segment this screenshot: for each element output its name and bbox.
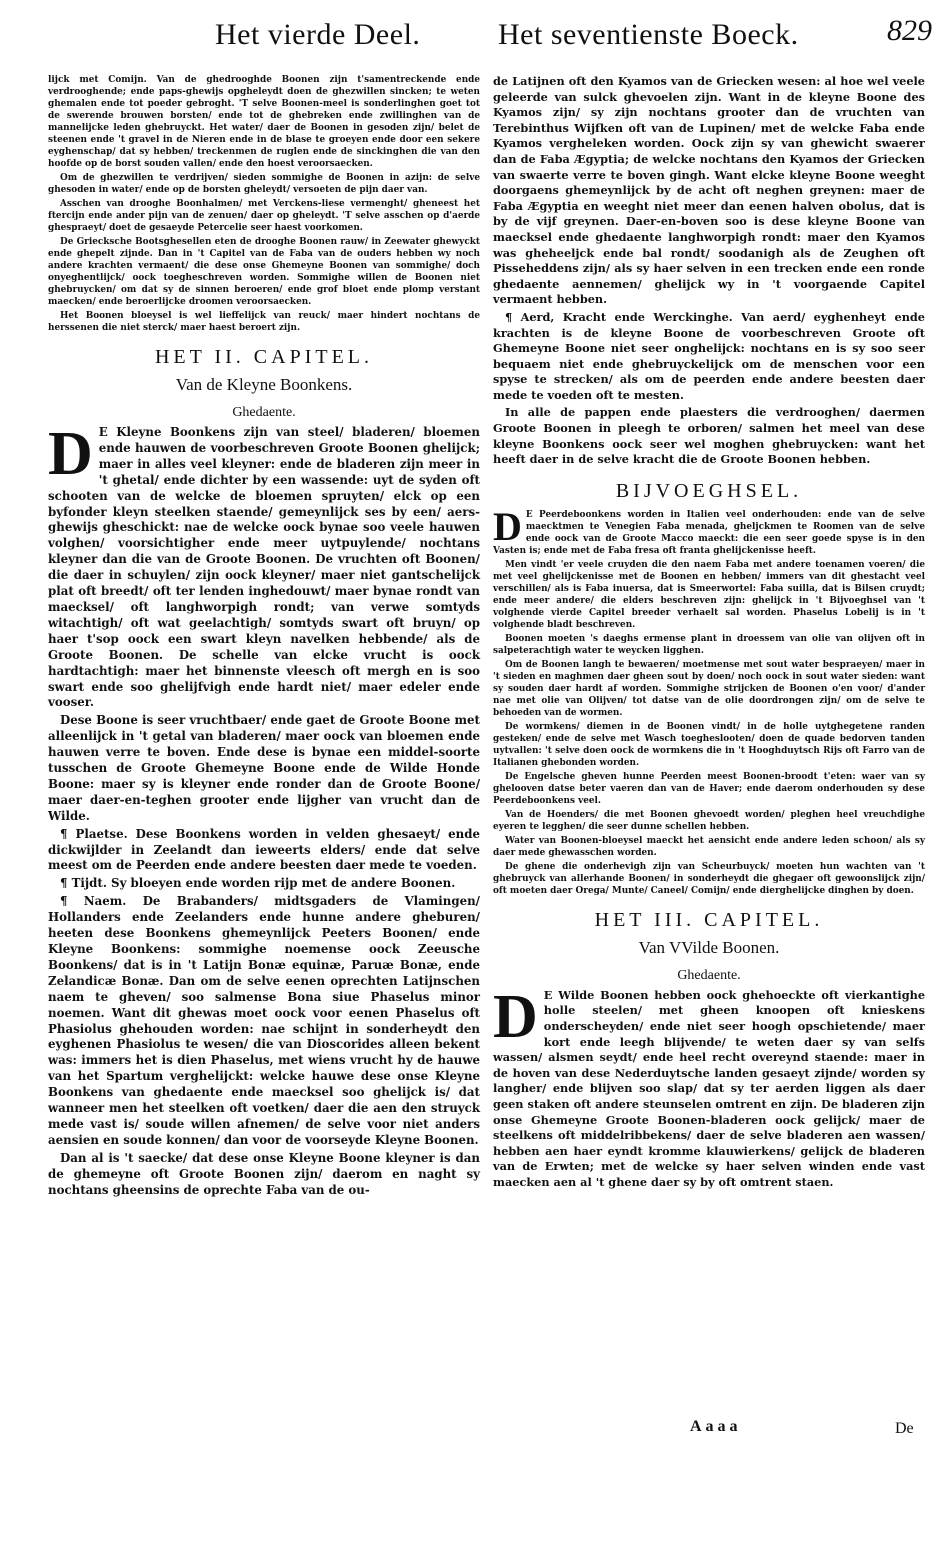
bijvoeghsel-paragraph-7: Van de Hoenders/ die met Boonen ghevoedt worden/ pleghen heel vreuchdighe eyeren te legghen/ die seer dunne schellen hebben. (493, 809, 925, 832)
catchword: De (895, 1420, 914, 1437)
wilde-boonen-text: E Wilde Boonen hebben oock ghehoeckte oft vierkantighe holle steelen/ met gheen knoopen oft knieskens onderscheyden/ ende niet seer hoogh opschietende/ maer kort ende leegh blijvende/ te weten daer sy van selfs wassen/ alsmen seydt/ ende heel recht overeynd staende: maer in de hoven van dese Nederduytsche landen gesaeyt zijnde/ worden sy langher/ ende blijven soo slap/ dat sy ter aerden liggen als daer geen staken oft andere steunselen omtrent en zijn. De bladeren zijn onse Ghemeyne Groote Boonen-bladeren oock gelijck/ maer de steelkens oft middelribbekens/ daer de selve bladeren aen wassen/ hebben aen haer eyndt kromme klauwierkens/ gelijck de bladeren van de Erwten; met de welcke sy haer selven winden ende vast maecken aen al 't ghene daer sy by oft omtrent staen. (493, 987, 925, 1189)
intro-paragraph-3: Asschen van drooghe Boonhalmen/ met Verckens-liese vermenght/ gheneest het ftercijn ende ander pijn van de zenuen/ daer op gheleydt. 'T selve asschen op d'aerde ghespraeyt/ doet de gesaeyde Petercelie seer haest voorkomen. (48, 199, 480, 233)
pappen-paragraph: In alle de pappen ende plaesters die verdrooghen/ daermen Groote Boonen in pleegh te orboren/ salmen het meel van dese kleyne Boonkens oock seer wel moghen ghebruycken: want het heeft daer in de selve kracht die de Groote Boonen hebben. (493, 405, 925, 467)
bijvoeghsel-paragraph-1 (493, 503, 925, 557)
bijvoeghsel-paragraph-6: De Engelsche gheven hunne Peerden meest Boonen-broodt t'eten: waer van sy ghelooven datse beter vaeren dan van de Haver; ende daerom onderhouden sy dese Peerdeboonkens veel. (493, 771, 925, 806)
intro-paragraph-5: Het Boonen bloeysel is wel lieffelijck van reuck/ maer hindert nochtans de herssenen die niet sterck/ maer haest beroert zijn. (48, 311, 480, 333)
chapter-3-title: HET III. CAPITEL. (594, 908, 824, 931)
wilde-boonen-paragraph (493, 982, 925, 1191)
bijvoeghsel-text-1: E Peerdeboonkens worden in Italien veel onderhouden: ende van de selve maecktmen te Venegien Faba menada, gheljckmen te Roomen van de selve ende oock van de Groote Macco maeckt: die een seer goede spyse is in den Vasten is; ende met de Faba fresa oft franta ghelijckenisse heeft. (493, 509, 925, 556)
running-head-left: Het vierde Deel. (215, 18, 421, 51)
bijvoeghsel-paragraph-8: Water van Boonen-bloeysel maeckt het aensicht ende andere leden schoon/ als sy daer mede ghewasschen worden. (493, 835, 925, 858)
ghedaente-heading-left: Ghedaente. (232, 405, 296, 420)
intro-section (48, 74, 480, 334)
bijvoeghsel-paragraph-4: Om de Boonen langh te bewaeren/ moetmense met sout water bespraeyen/ maer in 't sieden en maghmen daer gheen sout by doen/ noch oock in sout water sieden: want sy souden daer hardt af worden. Sommighe strijcken de Boonen o'en voor/ d'ander nae met olie van Olijven/ tot datse van de olie doordrongen zijn/ om de selve te behoeden van de wormen. (493, 659, 925, 718)
bijvoeghsel-drop-cap: D (493, 503, 522, 549)
chapter-2-subtitle: Van de Kleyne Boonkens. (175, 375, 353, 394)
aerd-paragraph: ¶ Aerd, Kracht ende Werckinghe. Van aerd/ eyghenheyt ende krachten is de kleyne Boone de voorbeschreven Groote oft Ghemeyne Boone niet seer onghelijck: nochtans en is sy soo seer bequaem niet ende ghebruyckelijck om de menschen voor een spyse te strecken/ als om de peerden ende andere beesten daer mede te voeden oft te mesten. (493, 309, 925, 402)
intro-paragraph-2: Om de ghezwillen te verdrijven/ sieden sommighe de Boonen in azijn: de selve ghesoden in water/ ende op de borsten gheleydt/ versoeten de pijn daer van. (48, 173, 480, 195)
tijdt-paragraph: ¶ Tijdt. Sy bloeyen ende worden rijp met de andere Boonen. (60, 876, 456, 891)
intro-paragraph-1: lijck met Comijn. Van de ghedrooghde Boonen zijn t'samentreckende ende verdrooghende; ende paps-ghewijs opgheleydt doen de ghezwillen sincken; te weten ghemalen ende tot poeder gebroght. 'T selve Boonen-meel is sonderlinghen goet tot de swerende brouwen borsten/ ende tot de ghebreken ende zwillinghen van de mannelijcke leden ghebruyckt. Het water/ daer de Boonen in gesoden zijn/ belet de steenen ende 't gravel in de Nieren ende in de blase te groeyen ende door een sekere eyghenschap/ dat sy hebben/ treckenmen de ruglen ende de sinckinghen die van den hoofde op de borst souden vallen/ ende den hoest veroorsaecken. (48, 75, 480, 169)
ghedaente-text-left: E Kleyne Boonkens zijn van steel/ bladeren/ bloemen ende hauwen de voorbeschreven Groote Boonen ghelijck; maer in alles veel kleyner: ende de bladeren zijn meer in 't ghetal/ ende dichter by een wassende: uyt de syden oft schooten van de welcke de bloemen spruyten/ elck op een byfonder kleyn steelken staende/ gemeynlijck ses by een/ aers-ghewijs gheschickt: nae de welcke oock bynae soo veele hauwen volghen/ voorsichtigher ende meer uytpuylende/ nochtans kleyner dan die van de Groote Boonen. De vruchten oft Boonen/ die daer in schuylen/ zijn oock kleyner/ maer niet gantschelijck plat oft breedt/ oft ter lenden inghedouwt/ maer bynae rondt van maecksel/ oft langhworpigh rondt; van verwe somtyds witachtigh/ oft wat geelachtigh/ somtyds swart oft bruyn/ op haer t'sop oock een swart kleyn navelken hebbende/ als de Groote Boonen. De schelle van elcke vrucht is oock hardtachtigh: maer het binnenste vleesch oft mergh en is soo swart ende soo ghelijfvigh ende hardt niet/ maer edeler ende vooser. (48, 425, 480, 710)
bijvoeghsel-paragraph-9: De ghene die onderhevigh zijn van Scheurbuyck/ moeten hun wachten van 't ghebruyck van allerhande Boonen/ in sonderheydt die ghegaer oft gewoonslijck zijn/ oft moeten daer Orega/ Munte/ Caneel/ Comijn/ ende dierghelijcke dinghen by doen. (493, 861, 925, 896)
chapter-3-subtitle: Van VVilde Boonen. (638, 937, 780, 957)
bijvoeghsel-paragraph-3: Boonen moeten 's daeghs ermense plant in droessem van olie van olijven oft in salpeterachtigh water te weycken ligghen. (493, 633, 925, 656)
ghedaente-heading-right: Ghedaente. (677, 967, 741, 983)
left-column (48, 74, 480, 1201)
kyamos-paragraph: de Latijnen oft den Kyamos van de Griecken wesen: al hoe wel veele geleerde van sulck ghevoelen zijn. Want in de kleyne Boone des Kyamos zijn/ sy zijn nochtans grooter dan de vruchten van Terebinthus Wijfken oft van de Lupinen/ met de welcke Faba ende Kyamos vergheleken worden. Oock zijn sy van ghewicht swaerer dan de Faba Ægyptia; de welcke nochtans den Kyamos der Griecken van swaerte verre te boven gingh. Want elcke kleyne Boone weeght doorgaens ghemeynlijck by de acht oft neghen greynen: maer de Faba Ægyptia en weeght niet meer dan eenen halven obolus, dat is by de vijf greynen. Daer-en-boven soo is dese kleyne Boone van maecksel ende ghedaente langhworpigh rondt: maer den Kyamos was gheheeljck ende bal rondt/ soodanigh als de Zeughen oft Pisseheddens zijn/ als sy haer selven in een trecken ende een ronde ghedaente aennemen/ ghelijck wy in 't voorgaende Capitel vermaent hebben. (493, 74, 925, 307)
intro-paragraph-4: De Griecksche Bootsghesellen eten de drooghe Boonen rauw/ in Zeewater ghewyckt ende ghepelt zijnde. Dan in 't Capitel van de Faba van de ouders hebben wy noch andere krachten vermaent/ die dese onse Ghemeyne Boonen van sommighe/ doch onyeghentlijck/ oock toegheschreven worden. Sommighe willen de Boonen niet ghebruycken/ om dat sy de sinnen beroeren/ ende grof bloet ende plomp verstant maecken/ ende beroerlijcke droomen veroorsaecken. (48, 237, 480, 307)
ghedaente-paragraph-left (48, 420, 480, 711)
bijvoeghsel-title: BIJVOEGHSEL. (615, 479, 803, 502)
bijvoeghsel-paragraph-5: De wormkens/ diemen in de Boonen vindt/ in de holle uytghegetene randen gesteken/ ende de selve met Wasch toegheslooten/ doen de quade bedorven tanden uytvallen: 't selve doen oock de wormkens die in 't Hooghduytsch Rijs oft Farro van de Italianen ghebonden worden. (493, 721, 925, 768)
signature-mark: Aaaa (690, 1418, 742, 1435)
bijvoeghsel-section (493, 503, 925, 897)
chapter-2-title: HET II. CAPITEL. (154, 346, 374, 368)
closing-paragraph: Dan al is 't saecke/ dat dese onse Kleyne Boone kleyner is dan de ghemeyne oft Groote Boonen zijn/ daerom en naght sy nochtans gheensins de oprechte Faba van de ou- (48, 1150, 480, 1197)
naem-paragraph: ¶ Naem. De Brabanders/ midtsgaders de Vlamingen/ Hollanders ende Zeelanders ende hunne andere gheburen/ heeten dese Boonkens ghemeynlijck Peeters Boonen/ ende Kleyne Boonkens: sommighe noemense oock Zeeusche Boonkens/ dat is in 't Latijn Bonæ equinæ, Paruæ Bonæ, ende Zelandicæ Bonæ. Dan om de selve eenen oprechten Latijnschen naem te gheven/ soo salmense Bona siue Phaselus minor noemen. Want dit ghewas moet oock voor eenen Phaselus oft Phasiolus ghehouden worden: nae schijnt in sonderheydt den eyghenen Phasiolus te wesen/ die van Dioscorides alleen bekent was: immers het is dien Phaselus, met wiens vrucht hy de hauwe van het Spartum verghelijckt: welcke hauwe dese onse Kleyne Boonkens van ghedaente ende maecksel soo ghelijck is/ dat wanneer men het steelken oft voetken/ daer die aen den struyck mede vast is/ soude willen afnemen/ de selve voor niet anders aensien en soude konnen/ dan voor de voorseyde Kleyne Boonen. (48, 894, 480, 1147)
fertility-paragraph: Dese Boone is seer vruchtbaer/ ende gaet de Groote Boone met alleenlijck in 't getal van bladeren/ maer oock van bloemen ende hauwen verre te boven. Ende dese is bynae een middel-soorte tusschen de Groote Ghemeyne Boone ende de Wilde Honde Boone: maer sy is kleyner ende ronder dan de Groote Boone/ maer daer-en-teghen grooter ende lijgher van vrucht dan de Wilde. (48, 713, 480, 823)
bijvoeghsel-paragraph-2: Men vindt 'er veele cruyden die den naem Faba met andere toenamen voeren/ die met veel ghelijckenisse met de Boonen en hebben/ immers van dit ghestacht veel verschillen/ als is Faba inuersa, dat is Smeerwortel: Faba suilla, dat is Bilsen cruydt; ende meer andere/ die elders beschreven zijn: ghelijck in 't Bijvoeghsel van 't volghende vierde Capitel breeder verhaelt sal worden. Phaselus Lobelij is in 't volghende bladt beschreven. (493, 559, 925, 630)
running-head-right: Het seventienste Boeck. (498, 18, 799, 51)
page-number: 829 (887, 14, 932, 47)
drop-cap-d: D (48, 420, 93, 488)
plaetse-paragraph: ¶ Plaetse. Dese Boonkens worden in velden ghesaeyt/ ende dickwijlder in Zeelandt dan ieweerts elders/ ende dat selve meest om de Peerden ende andere beesten daer mede te voeden. (48, 826, 480, 873)
right-column (493, 74, 925, 1193)
chapter-3-drop-cap: D (493, 982, 538, 1051)
